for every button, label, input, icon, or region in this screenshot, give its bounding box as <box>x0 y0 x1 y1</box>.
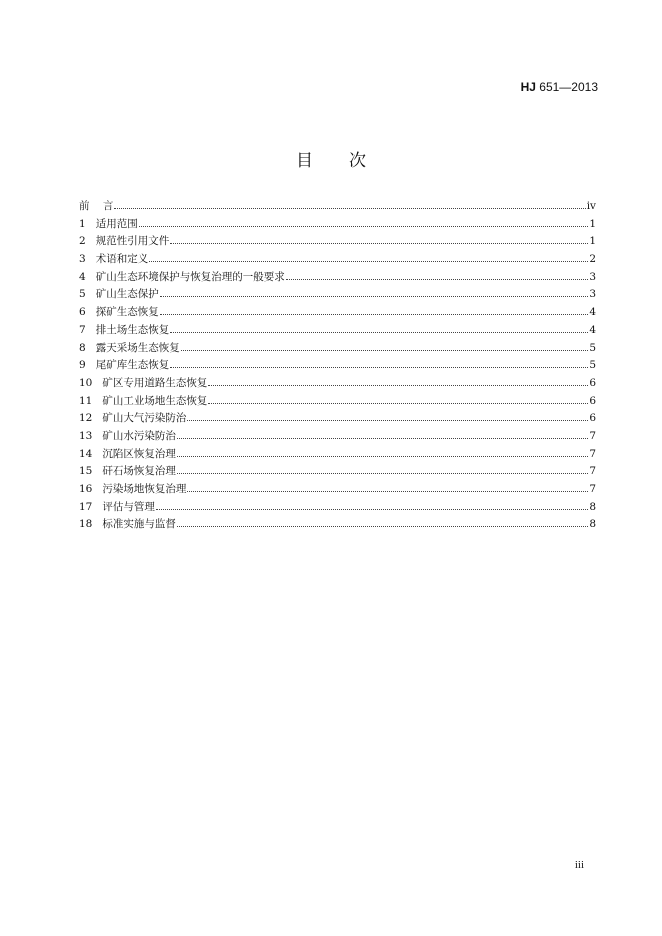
toc-entry-page: 5 <box>589 359 596 372</box>
toc-leader-dots <box>170 331 588 333</box>
toc-entry[interactable] <box>79 481 596 499</box>
toc-entry[interactable] <box>79 286 596 304</box>
toc-entry-page: 4 <box>589 306 596 319</box>
toc-entry-gap <box>92 516 102 534</box>
toc-entry-number: 8 <box>79 341 86 354</box>
toc-entry[interactable] <box>79 410 596 428</box>
toc-leader-dots <box>160 295 589 297</box>
toc-entry-number: 12 <box>79 412 93 425</box>
toc-entry-gap <box>86 340 96 358</box>
toc-entry-number: 10 <box>79 376 93 389</box>
toc-entry-title: 矿山生态保护 <box>95 288 159 301</box>
toc-entry-gap <box>92 481 102 499</box>
toc-entry-page: 1 <box>589 217 596 230</box>
toc-leader-dots <box>177 472 588 474</box>
toc-entry-page: 7 <box>589 429 596 442</box>
toc-entry[interactable] <box>79 251 596 269</box>
toc-entry-gap <box>92 393 102 411</box>
toc-entry-title: 言 <box>102 200 114 212</box>
toc-entry-title: 术语和定义 <box>95 253 149 266</box>
toc-entry-gap <box>86 251 96 269</box>
standard-prefix: HJ <box>520 80 536 94</box>
toc-entry-page: 5 <box>589 341 596 354</box>
standard-code <box>521 80 598 94</box>
toc-entry-title: 标准实施与监督 <box>102 518 176 531</box>
toc-entry-page: 6 <box>589 394 596 407</box>
toc-entry-number: 前 <box>79 200 90 212</box>
toc-entry-gap <box>86 286 96 304</box>
toc-entry-title: 沉陷区恢复治理 <box>102 447 176 460</box>
toc-entry-title: 矸石场恢复治理 <box>102 465 176 478</box>
toc-entry[interactable] <box>79 516 596 534</box>
toc-entry-page: 7 <box>589 483 596 495</box>
toc-entry[interactable] <box>79 446 596 464</box>
toc-entry-title: 矿山工业场地生态恢复 <box>102 394 208 407</box>
toc-entry-gap <box>86 304 96 322</box>
toc-entry-gap <box>86 269 96 287</box>
toc-entry-gap <box>92 499 102 517</box>
toc-entry[interactable] <box>79 375 596 393</box>
toc-entry-title: 探矿生态恢复 <box>95 306 159 319</box>
toc-leader-dots <box>208 402 588 404</box>
toc-entry-number: 13 <box>79 429 93 442</box>
toc-entry-number: 3 <box>79 253 86 266</box>
page-title: 目次 <box>296 151 402 171</box>
toc-leader-dots <box>139 225 589 227</box>
toc-entry[interactable] <box>79 463 596 481</box>
toc-leader-dots <box>170 366 588 368</box>
toc-entry-number: 14 <box>79 447 93 460</box>
toc-entry-gap <box>86 233 96 251</box>
toc-entry[interactable] <box>79 322 596 340</box>
toc-entry-number: 6 <box>79 306 86 319</box>
toc-entry[interactable] <box>79 304 596 322</box>
toc-entry-page: 8 <box>589 518 596 531</box>
toc-entry-number: 17 <box>79 500 93 513</box>
toc-entry-page: 1 <box>589 235 596 248</box>
toc-entry-title: 污染场地恢复治理 <box>102 483 187 495</box>
toc-entry-gap <box>92 446 102 464</box>
toc-entry-title: 规范性引用文件 <box>95 235 170 248</box>
toc-entry-number: 5 <box>79 288 86 301</box>
toc-entry[interactable] <box>79 233 596 251</box>
toc-entry-title: 矿山水污染防治 <box>102 429 176 442</box>
toc-entry-gap <box>86 322 96 340</box>
toc-leader-dots <box>177 525 588 527</box>
toc-leader-dots <box>208 384 588 386</box>
toc-entry[interactable] <box>79 216 596 234</box>
toc-entry-title: 评估与管理 <box>102 500 155 513</box>
toc-entry-number: 9 <box>79 359 86 372</box>
toc-leader-dots <box>286 278 589 280</box>
page-number: iii <box>574 859 584 871</box>
toc-entry-page: 7 <box>589 447 596 460</box>
toc-leader-dots <box>160 313 589 315</box>
toc-entry[interactable] <box>79 340 596 358</box>
toc-entry-title: 矿山生态环境保护与恢复治理的一般要求 <box>95 270 285 283</box>
toc-leader-dots <box>156 508 588 510</box>
toc-entry-gap <box>86 357 96 375</box>
toc-entry-gap <box>92 428 102 446</box>
toc-entry[interactable] <box>79 198 596 216</box>
toc-entry-page: 2 <box>589 253 596 266</box>
toc-entry-title: 排土场生态恢复 <box>95 323 170 336</box>
toc-entry-number: 1 <box>79 217 86 230</box>
toc-entry-page: iv <box>586 200 596 212</box>
toc-leader-dots <box>170 242 588 244</box>
toc-entry-page: 3 <box>589 270 596 283</box>
toc-entry-number: 2 <box>79 235 86 248</box>
toc-entry-number: 7 <box>79 323 86 336</box>
toc-entry-gap <box>90 198 103 216</box>
toc-entry-number: 4 <box>79 270 86 283</box>
toc-entry-number: 11 <box>79 394 93 407</box>
toc-leader-dots <box>181 349 589 351</box>
toc-leader-dots <box>187 419 588 421</box>
toc-leader-dots <box>149 260 588 262</box>
toc-entry[interactable] <box>79 499 596 517</box>
toc-entry-number: 15 <box>79 465 93 478</box>
toc-entry[interactable] <box>79 357 596 375</box>
toc-entry-title: 矿区专用道路生态恢复 <box>102 376 208 389</box>
toc-entry[interactable] <box>79 428 596 446</box>
toc-entry-gap <box>92 410 102 428</box>
toc-entry-gap <box>86 216 96 234</box>
toc-entry-gap <box>92 375 102 393</box>
toc-entry-page: 8 <box>589 500 596 513</box>
toc-entry-page: 3 <box>589 288 596 301</box>
toc-entry-page: 6 <box>589 376 596 389</box>
toc-leader-dots <box>177 455 588 457</box>
toc-entry-title: 尾矿库生态恢复 <box>95 359 170 372</box>
toc-entry[interactable] <box>79 393 596 411</box>
toc-leader-dots <box>187 490 588 492</box>
toc-entry-page: 7 <box>589 465 596 478</box>
toc-entry-page: 4 <box>589 323 596 336</box>
toc-leader-dots <box>177 437 588 439</box>
toc-leader-dots <box>114 207 585 209</box>
toc-entry-page: 6 <box>589 412 596 425</box>
table-of-contents <box>79 198 596 534</box>
toc-entry-title: 露天采场生态恢复 <box>95 341 180 354</box>
toc-entry-title: 适用范围 <box>95 217 138 230</box>
toc-entry-number: 16 <box>79 483 93 495</box>
toc-entry-gap <box>92 463 102 481</box>
toc-entry-title: 矿山大气污染防治 <box>102 412 187 425</box>
toc-entry-number: 18 <box>79 518 93 531</box>
toc-entry[interactable] <box>79 269 596 287</box>
standard-number: 651—2013 <box>535 80 598 94</box>
